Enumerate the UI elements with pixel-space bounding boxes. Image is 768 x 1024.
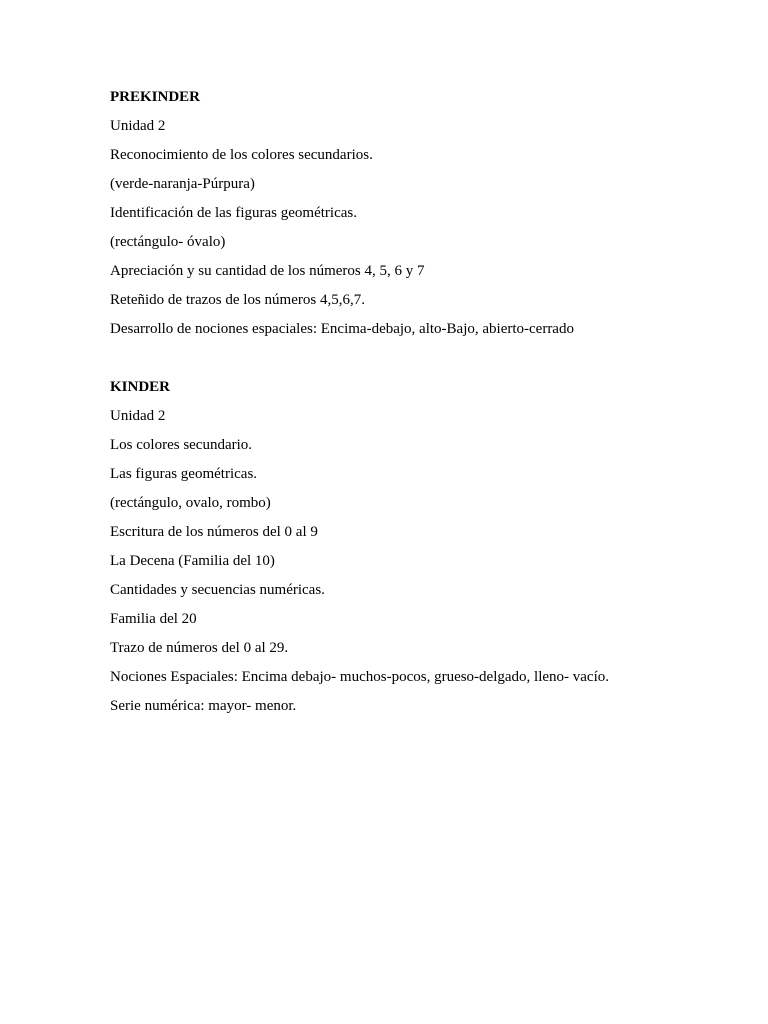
section-line: Nociones Espaciales: Encima debajo- muchos-pocos, grueso-delgado, lleno- vacío. [110, 669, 610, 685]
section-line: Escritura de los números del 0 al 9 [110, 524, 318, 540]
section-line: Unidad 2 [110, 408, 166, 424]
section-line: Reconocimiento de los colores secundarios. [110, 147, 373, 163]
section-line: Familia del 20 [110, 611, 197, 627]
section-kinder [110, 373, 730, 721]
section-prekinder [110, 83, 730, 344]
section-line: Trazo de números del 0 al 29. [110, 640, 289, 656]
section-line: Desarrollo de nociones espaciales: Encima-debajo, alto-Bajo, abierto-cerrado [110, 321, 574, 337]
section-line: (rectángulo- óvalo) [110, 234, 226, 250]
document-content [110, 83, 730, 721]
section-heading: PREKINDER [110, 89, 201, 105]
section-line: La Decena (Familia del 10) [110, 553, 275, 569]
section-line: Apreciación y su cantidad de los números 4, 5, 6 y 7 [110, 263, 425, 279]
section-line: Las figuras geométricas. [110, 466, 258, 482]
section-line: Serie numérica: mayor- menor. [110, 698, 297, 714]
section-line: (verde-naranja-Púrpura) [110, 176, 255, 192]
section-heading: KINDER [110, 379, 171, 395]
section-line: Unidad 2 [110, 118, 166, 134]
section-line: Identificación de las figuras geométricas. [110, 205, 357, 221]
section-line: Los colores secundario. [110, 437, 253, 453]
section-line: Cantidades y secuencias numéricas. [110, 582, 325, 598]
section-line: (rectángulo, ovalo, rombo) [110, 495, 271, 511]
section-line: Reteñido de trazos de los números 4,5,6,7. [110, 292, 365, 308]
